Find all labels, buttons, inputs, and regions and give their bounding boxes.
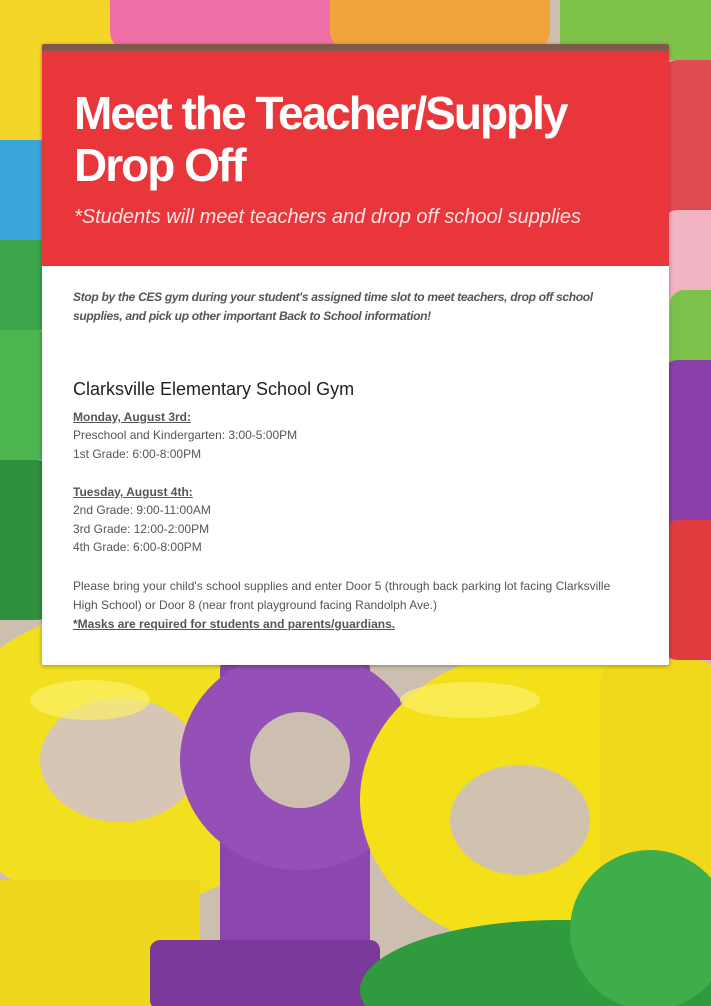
- time-slot: Preschool and Kindergarten: 3:00-5:00PM: [73, 428, 298, 442]
- mask-requirement-note: *Masks are required for students and parents/guardians.: [73, 616, 396, 631]
- event-subtitle: *Students will meet teachers and drop off school supplies: [74, 206, 581, 228]
- card-header: [42, 51, 669, 266]
- intro-text: Stop by the CES gym during your student's assigned time slot to meet teachers, drop off school supplies, and pick up other important Back to School information!: [73, 290, 593, 323]
- day-heading-monday: Monday, August 3rd:: [73, 410, 191, 424]
- time-slot: 3rd Grade: 12:00-2:00PM: [73, 521, 210, 536]
- venue-heading: Clarksville Elementary School Gym: [73, 379, 355, 399]
- card-top-accent: [42, 44, 669, 51]
- event-title: Meet the Teacher/Supply Drop Off: [74, 87, 567, 191]
- event-card: [42, 44, 669, 665]
- card-content: [73, 288, 633, 634]
- time-slot: 1st Grade: 6:00-8:00PM: [73, 446, 202, 461]
- time-slot: 4th Grade: 6:00-8:00PM: [73, 540, 202, 554]
- entry-instructions: Please bring your child's school supplies and enter Door 5 (through back parking lot facing Clarksville High School) or Door 8 (near front playground facing Randolph Ave.): [73, 578, 611, 612]
- day-heading-tuesday: Tuesday, August 4th:: [73, 485, 193, 499]
- time-slot: 2nd Grade: 9:00-11:00AM: [73, 503, 211, 517]
